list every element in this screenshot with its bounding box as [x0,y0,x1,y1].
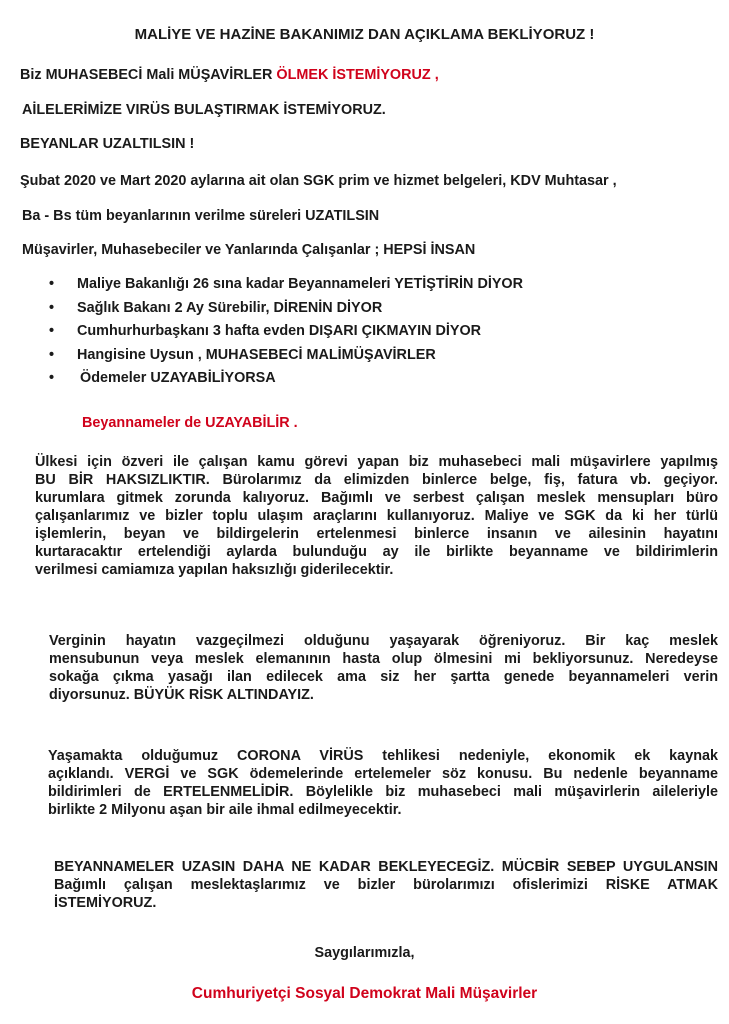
signoff: Saygılarımızla, [314,945,415,961]
period-line: Şubat 2020 ve Mart 2020 aylarına ait olan SGK prim ve hizmet belgeleri, KDV Muhtasar , [20,173,617,189]
family-line: AİLELERİMİZE VIRÜS BULAŞTIRMAK İSTEMİYORUZ. [22,102,386,118]
people-line: Müşavirler, Muhasebeciler ve Yanlarında Çalışanlar ; HEPSİ İNSAN [22,242,476,258]
paragraph-line: Ülkesi için özveri ile çalışan kamu görevi yapan biz muhasebeci mali müşavirlere yapılmış [35,454,718,470]
red-statement: Beyannameler de UZAYABİLİR . [82,415,298,431]
paragraph-line: Yaşamakta olduğumuz CORONA VİRÜS tehlikesi nedeniyle, ekonomik ek kaynak [48,748,718,764]
paragraph-line: açıklandı. VERGİ ve SGK ödemelerinde ertelemeler söz konusu. Bu nedenle beyanname [48,766,718,782]
paragraph-line: diyorsunuz. BÜYÜK RİSK ALTINDAYIZ. [49,687,314,703]
paragraph-tax [22,632,718,704]
paragraph-line: BEYANNAMELER UZASIN DAHA NE KADAR BEKLEYECEGİZ. MÜCBİR SEBEP UYGULANSIN [54,859,718,875]
intro-line [20,66,439,84]
bullet-text: Maliye Bakanlığı 26 sına kadar Beyannameleri YETİŞTİRİN DİYOR [77,276,524,292]
demand-line: BEYANLAR UZALTILSIN ! [20,136,195,152]
bullet-icon: • [49,370,55,386]
list-item [0,299,729,323]
paragraph-line: kurumlara gitmek zorunda kalıyoruz. Bağımlı ve serbest çalışan meslek mensupları büro [35,490,718,506]
paragraph-line: BU BİR HAKSIZLIKTIR. Bürolarımız da elimizden binlerce belge, fiş, fatura vb. geçiyor. [35,472,718,488]
list-item [0,322,729,346]
bullet-text: Cumhurhurbaşkanı 3 hafta evden DIŞARI ÇIKMAYIN DİYOR [77,323,482,339]
paragraph-line: birlikte 2 Milyonu aşan bir aile ihmal edilmeyecektir. [48,802,402,818]
paragraph-line: Bağımlı çalışan meslektaşlarımız ve bizler bürolarımızı ofislerimizi RİSKE ATMAK [54,877,718,893]
document-title: MALİYE VE HAZİNE BAKANIMIZ DAN AÇIKLAMA BEKLİYORUZ ! [134,26,595,43]
paragraph-line: kurtaracaktır ertelendiği aylarda bulunduğu ay ile birlikte beyanname ve bildirimlerin [35,544,718,560]
bullet-icon: • [49,323,55,339]
intro-highlight: ÖLMEK İSTEMİYORUZ , [276,67,439,83]
paragraph-line: İSTEMİYORUZ. [54,895,157,911]
bullet-text: Sağlık Bakanı 2 Ay Sürebilir, DİRENİN DİYOR [77,299,383,316]
list-item [0,346,729,370]
paragraph-line: bildirimleri de ERTELENMELİDİR. Böylelikle biz muhasebeci mali müşavirlerin aileleriyle [48,784,718,800]
paragraph-corona [22,747,718,819]
paragraph-line: Verginin hayatın vazgeçilmezi olduğunu yaşayarak öğreniyoruz. Bir kaç meslek [49,633,718,649]
bullet-icon: • [49,299,55,316]
intro-text: Biz MUHASEBECİ Mali MÜŞAVİRLER [20,67,277,83]
organization-signature: Cumhuriyetçi Sosyal Demokrat Mali Müşavirler [191,985,538,1002]
paragraph-force-majeure [22,858,718,912]
bullet-icon: • [49,276,55,292]
list-item [0,369,729,393]
paragraph-line: mensubunun veya meslek elemanının hasta olup ölmesini mi bekliyorsunuz. Neredeyse [49,651,718,667]
list-item [0,275,729,299]
paragraph-injustice [22,453,718,579]
paragraph-line: işlemlerin, beyan ve bildirgelerin ertelenmesi binlerce insanın ve ailesinin hayatını [35,526,718,542]
paragraph-line: verilmesi camiamıza yapılan haksızlığı giderilecektir. [35,562,394,578]
extension-line: Ba - Bs tüm beyanlarının verilme süreleri UZATILSIN [22,208,380,224]
paragraph-line: sokağa çıkma yasağı ilan edilecek ama siz her şartta genede beyannameleri verin [49,669,718,685]
bullet-list [0,275,729,393]
bullet-text: Hangisine Uysun , MUHASEBECİ MALİMÜŞAVİRLER [77,346,436,363]
bullet-text: Ödemeler UZAYABİLİYORSA [80,370,276,386]
paragraph-line: çalışanlarımız ve bizler toplu ulaşım araçlarını kullanıyoruz. Maliye ve SGK da ki her türlü [35,508,718,524]
bullet-icon: • [49,346,55,363]
